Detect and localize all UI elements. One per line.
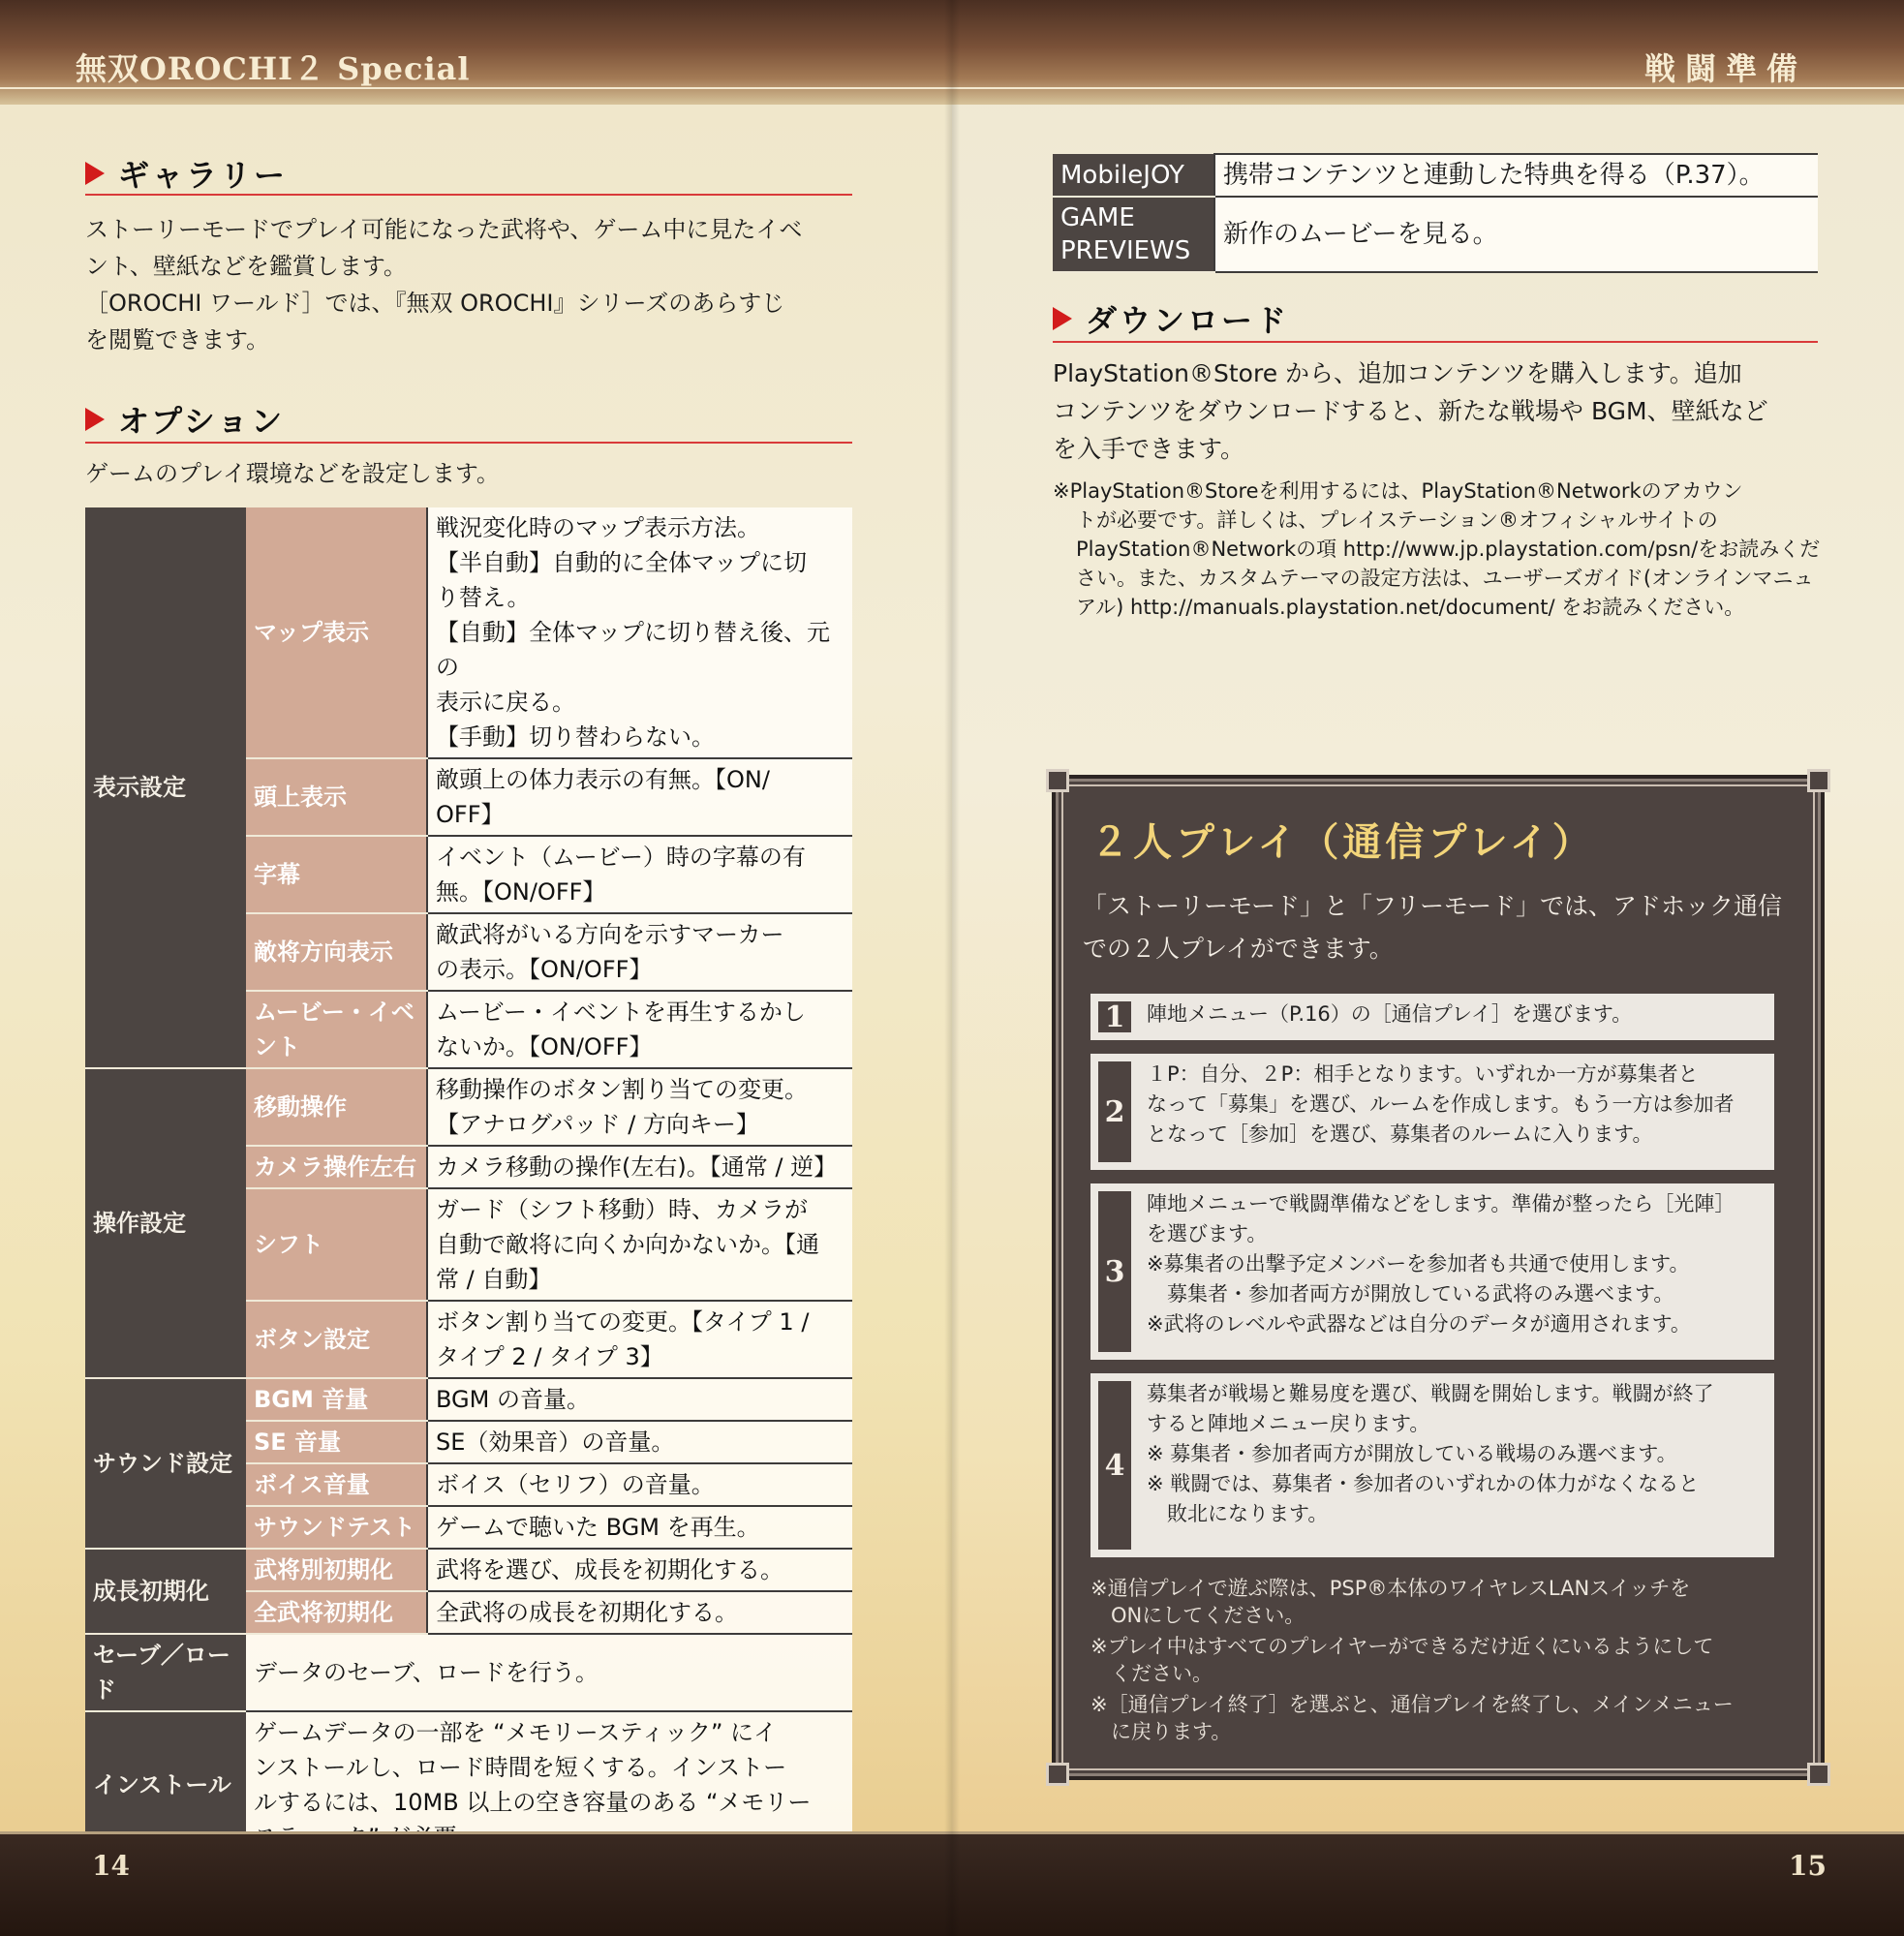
two-player-title: ２人プレイ（通信プレイ） bbox=[1090, 820, 1595, 865]
row-name: サウンドテスト bbox=[246, 1506, 427, 1549]
box-corner bbox=[1807, 1763, 1830, 1786]
row-name: MobileJOY bbox=[1053, 154, 1214, 197]
row-name: BGM 音量 bbox=[246, 1378, 427, 1421]
row-desc: 全武将の成長を初期化する。 bbox=[427, 1591, 852, 1634]
group-display: 表示設定 bbox=[85, 507, 246, 1068]
step-text: 陣地メニューで戦闘準備などをします。準備が整ったら［光陣］ を選びます。 ※募集者の出撃予定メンバーを参加者も共通で使用します。 募集者・参加者両方が開放している武将のみ選べます。 ※武将のレベルや武器などは自分のデータが適用されます。 bbox=[1147, 1192, 1735, 1336]
group-save: セーブ／ロード bbox=[85, 1634, 246, 1711]
step-3 bbox=[1090, 1183, 1774, 1360]
row-desc: 戦況変化時のマップ表示方法。 【半自動】自動的に全体マップに切 り替え。 【自動】全体マップに切り替え後、元の 表示に戻る。 【手動】切り替わらない。 bbox=[427, 507, 852, 758]
row-name: マップ表示 bbox=[246, 507, 427, 758]
row-desc: カメラ移動の操作(左右)。【通常 / 逆】 bbox=[427, 1146, 852, 1188]
group-sound: サウンド設定 bbox=[85, 1378, 246, 1549]
triangle-bullet-icon bbox=[85, 408, 105, 431]
step-text: 募集者が戦場と難易度を選び、戦闘を開始します。戦闘が終了 すると陣地メニュー戻ります。 ※ 募集者・参加者両方が開放している戦場のみ選べます。 ※ 戦闘では、募集者・参加者のいずれかの体力がなくなると 敗北になります。 bbox=[1147, 1382, 1714, 1525]
section-divider bbox=[85, 194, 852, 196]
manual-title: 無双OROCHI２ Special bbox=[76, 50, 471, 87]
step-text: １P：自分、２P：相手となります。いずれか一方が募集者と なって「募集」を選び、ルームを作成します。もう一方は参加者 となって［参加］を選び、募集者のルームに入ります。 bbox=[1147, 1062, 1735, 1146]
row-name: ボイス音量 bbox=[246, 1463, 427, 1506]
row-desc: 敵頭上の体力表示の有無。【ON/ OFF】 bbox=[427, 758, 852, 836]
step-2 bbox=[1090, 1054, 1774, 1170]
row-name: 敵将方向表示 bbox=[246, 913, 427, 991]
row-name: 頭上表示 bbox=[246, 758, 427, 836]
options-table bbox=[85, 507, 852, 1859]
box-corner bbox=[1046, 1763, 1069, 1786]
options-heading bbox=[85, 397, 285, 442]
page-number-left: 14 bbox=[92, 1850, 130, 1882]
row-desc: ムービー・イベントを再生するかし ないか。【ON/OFF】 bbox=[427, 991, 852, 1068]
row-name: ボタン設定 bbox=[246, 1301, 427, 1378]
footer-band bbox=[0, 1831, 952, 1936]
triangle-bullet-icon bbox=[1053, 307, 1072, 330]
row-name: 移動操作 bbox=[246, 1068, 427, 1146]
table-row bbox=[85, 1634, 852, 1711]
row-desc: ボイス（セリフ）の音量。 bbox=[427, 1463, 852, 1506]
row-desc: 移動操作のボタン割り当ての変更。 【アナログパッド / 方向キー】 bbox=[427, 1068, 852, 1146]
row-desc: ゲームデータの一部を “メモリースティック” にイ ンストールし、ロード時間を短くする。インストー ルするには、10MB 以上の空き容量のある “メモリー bbox=[246, 1711, 852, 1859]
download-heading bbox=[1053, 296, 1289, 341]
row-name: GAME PREVIEWS bbox=[1053, 197, 1214, 272]
step-number: 2 bbox=[1098, 1061, 1131, 1162]
table-row bbox=[1053, 154, 1818, 197]
row-desc: 携帯コンテンツと連動した特典を得る（P.37）。 bbox=[1214, 154, 1818, 197]
footer-band bbox=[952, 1831, 1904, 1936]
step-text: 陣地メニュー（P.16）の［通信プレイ］を選びます。 bbox=[1147, 1002, 1633, 1026]
download-text: PlayStation®Store から、追加コンテンツを購入します。追加 コンテンツをダウンロードすると、新たな戦場や BGM、壁紙など を入手できます。 bbox=[1053, 359, 1768, 463]
row-name: 字幕 bbox=[246, 836, 427, 913]
row-name: シフト bbox=[246, 1188, 427, 1301]
table-row bbox=[85, 507, 852, 758]
table-row bbox=[1053, 197, 1818, 272]
row-name: SE 音量 bbox=[246, 1421, 427, 1463]
section-divider bbox=[1053, 341, 1818, 343]
triangle-bullet-icon bbox=[85, 162, 105, 185]
gallery-heading bbox=[85, 151, 288, 196]
step-4 bbox=[1090, 1373, 1774, 1557]
row-name: カメラ操作左右 bbox=[246, 1146, 427, 1188]
two-player-intro: 「ストーリーモード」と「フリーモード」では、アドホック通信 での２人プレイができます。 bbox=[1083, 892, 1783, 963]
row-desc: 新作のムービーを見る。 bbox=[1214, 197, 1818, 272]
row-desc: 武将を選び、成長を初期化する。 bbox=[427, 1549, 852, 1591]
table-row bbox=[85, 1068, 852, 1146]
group-growth: 成長初期化 bbox=[85, 1549, 246, 1634]
options-title: オプション bbox=[118, 403, 286, 440]
row-desc: ゲームで聴いた BGM を再生。 bbox=[427, 1506, 852, 1549]
two-player-box bbox=[1052, 775, 1825, 1780]
gallery-text: ストーリーモードでプレイ可能になった武将や、ゲーム中に見たイベ ント、壁紙などを鑑賞します。 ［OROCHI ワールド］では、『無双 OROCHI』シリーズのあらすじ を閲覧できます。 bbox=[85, 216, 803, 353]
row-desc: 敵武将がいる方向を示すマーカー の表示。【ON/OFF】 bbox=[427, 913, 852, 991]
page-number-right: 15 bbox=[1789, 1850, 1827, 1882]
row-desc: SE（効果音）の音量。 bbox=[427, 1421, 852, 1463]
row-desc: ボタン割り当ての変更。【タイプ 1 / タイプ 2 / タイプ 3】 bbox=[427, 1301, 852, 1378]
box-corner bbox=[1807, 769, 1830, 792]
two-player-notes: ※通信プレイで遊ぶ際は、PSP®本体のワイヤレスLANスイッチを ONにしてください。 ※プレイ中はすべてのプレイヤーができるだけ近くにいるようにして ください。 ※［通信プレイ終了］を選ぶと、通信プレイを終了し、メインメニュー に戻ります。 bbox=[1090, 1577, 1734, 1743]
book-spine bbox=[944, 0, 960, 1936]
row-desc: ガード（シフト移動）時、カメラが 自動で敵将に向くか向かないか。【通 常 / 自動】 bbox=[427, 1188, 852, 1301]
row-name: 全武将初期化 bbox=[246, 1591, 427, 1634]
step-1 bbox=[1090, 994, 1774, 1040]
table-row bbox=[85, 1549, 852, 1591]
step-number: 1 bbox=[1098, 1001, 1131, 1032]
step-number: 4 bbox=[1098, 1381, 1131, 1550]
box-corner bbox=[1046, 769, 1069, 792]
row-desc: イベント（ムービー）時の字幕の有 無。【ON/OFF】 bbox=[427, 836, 852, 913]
row-desc: データのセーブ、ロードを行う。 bbox=[246, 1634, 852, 1711]
row-desc: BGM の音量。 bbox=[427, 1378, 852, 1421]
step-number: 3 bbox=[1098, 1191, 1131, 1352]
section-divider bbox=[85, 442, 852, 444]
table-row bbox=[85, 1378, 852, 1421]
row-name: 武将別初期化 bbox=[246, 1549, 427, 1591]
section-header-title: 戦闘準備 bbox=[1643, 50, 1807, 87]
group-control: 操作設定 bbox=[85, 1068, 246, 1378]
extras-table bbox=[1053, 153, 1818, 273]
download-title: ダウンロード bbox=[1086, 302, 1290, 339]
row-name: ムービー・イベ ント bbox=[246, 991, 427, 1068]
group-install: インストール bbox=[85, 1711, 246, 1859]
gallery-title: ギャラリー bbox=[118, 157, 289, 194]
options-intro: ゲームのプレイ環境などを設定します。 bbox=[85, 460, 500, 487]
download-note: ※PlayStation®Storeを利用するには、PlayStation®Networkのアカウン トが必要です。詳しくは、プレイステーション®オフィシャルサイトの PlayStation®Networkの項 http://www.jp.playstation.com/psn/をお読みくだ さい。また、カスタムテーマの設定方法は、ユーザーズガイド(オンラインマニュ アル) http://manuals.playstation.net/document/ をお読みください。 bbox=[1053, 479, 1821, 619]
